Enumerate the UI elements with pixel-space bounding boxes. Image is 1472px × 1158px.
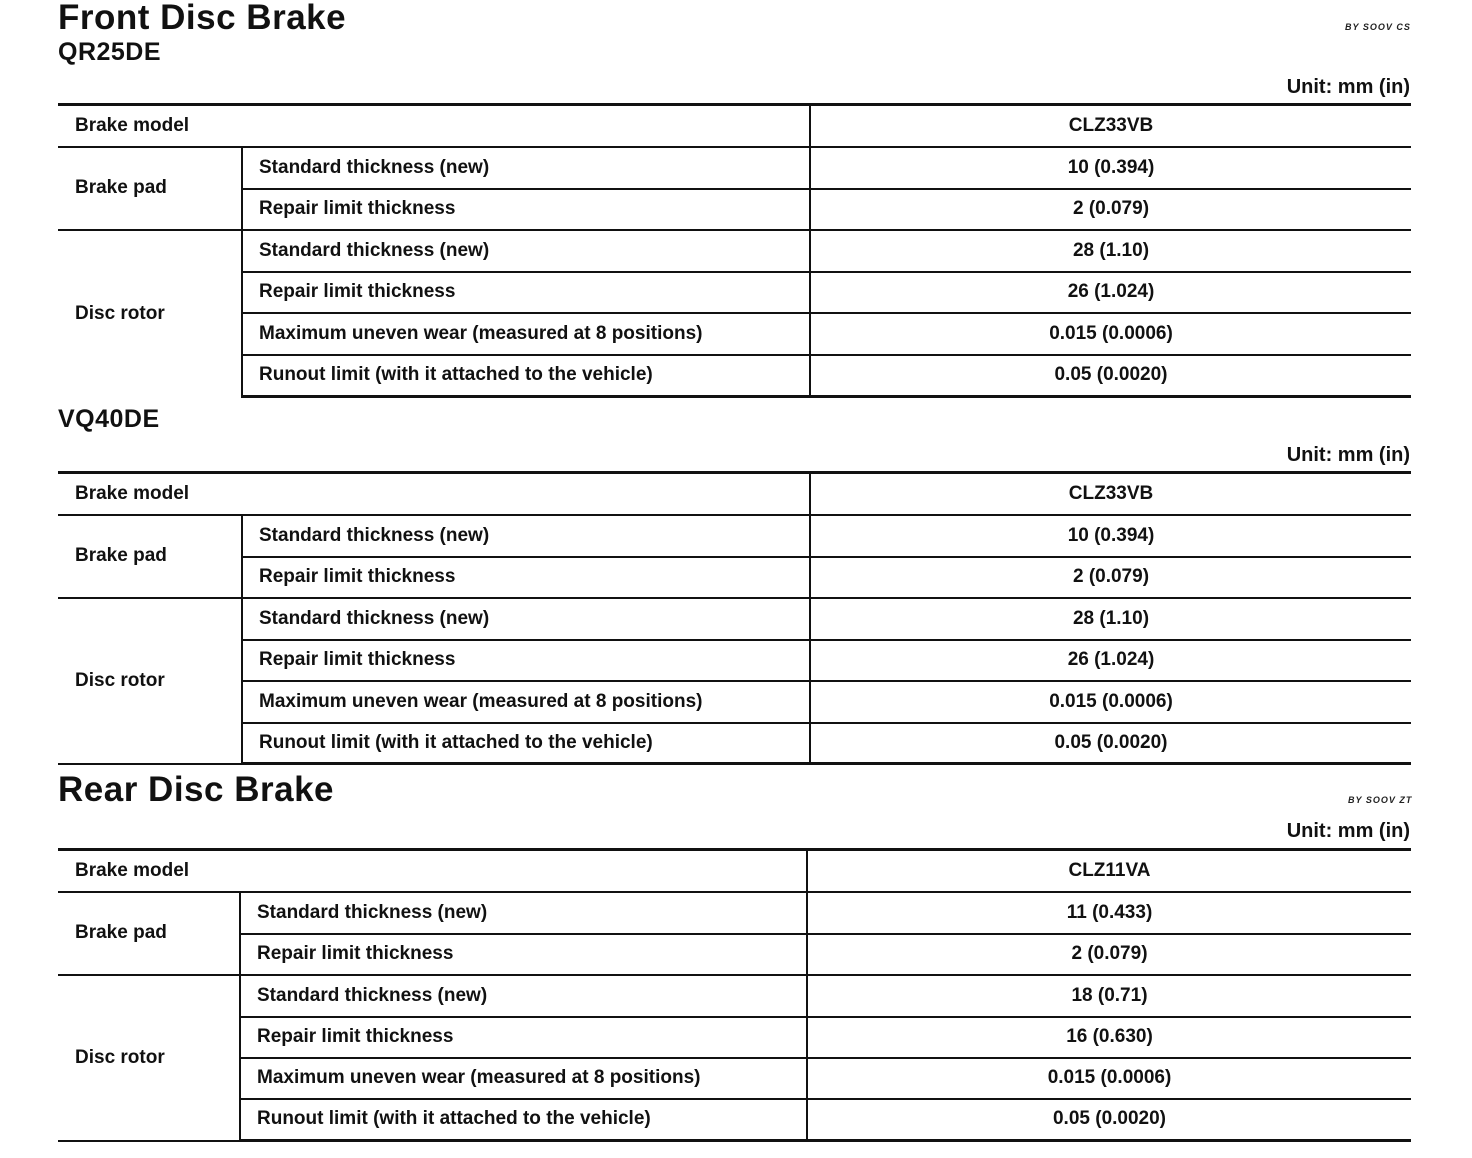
table-row	[58, 313, 1411, 355]
item-value: 0.05 (0.0020)	[810, 355, 1411, 397]
item-label: Standard thickness (new)	[242, 598, 810, 640]
item-value: 28 (1.10)	[810, 230, 1411, 272]
group-disc-rotor: Disc rotor	[75, 302, 165, 324]
item-label: Standard thickness (new)	[240, 892, 807, 934]
item-label: Maximum uneven wear (measured at 8 positions)	[242, 681, 810, 723]
table-row	[58, 355, 1411, 397]
spec-table-rear	[58, 848, 1411, 1142]
item-value: 10 (0.394)	[810, 515, 1411, 557]
brake-model-label: Brake model	[58, 850, 807, 892]
table-row	[58, 892, 1411, 934]
item-value: 28 (1.10)	[810, 598, 1411, 640]
item-value: 16 (0.630)	[807, 1017, 1411, 1058]
table-row	[58, 473, 1411, 515]
brake-model-value: CLZ11VA	[807, 850, 1411, 892]
item-value: 2 (0.079)	[810, 189, 1411, 230]
brake-model-label: Brake model	[58, 105, 810, 147]
brake-model-label: Brake model	[58, 473, 810, 515]
item-value: 26 (1.024)	[810, 272, 1411, 313]
table-row	[58, 272, 1411, 313]
item-label: Repair limit thickness	[242, 557, 810, 598]
table-row	[58, 230, 1411, 272]
item-label: Maximum uneven wear (measured at 8 positions)	[240, 1058, 807, 1099]
table-row	[58, 1058, 1411, 1099]
brake-model-value: CLZ33VB	[810, 473, 1411, 515]
group-brake-pad: Brake pad	[58, 892, 240, 975]
group-brake-pad: Brake pad	[58, 515, 242, 598]
item-label: Maximum uneven wear (measured at 8 positions)	[242, 313, 810, 355]
item-value: 18 (0.71)	[807, 975, 1411, 1017]
table-row	[58, 1099, 1411, 1141]
spec-table-vq40de	[58, 471, 1411, 765]
item-label: Runout limit (with it attached to the vehicle)	[242, 355, 810, 397]
item-label: Standard thickness (new)	[242, 515, 810, 557]
item-label: Repair limit thickness	[240, 934, 807, 975]
group-disc-rotor: Disc rotor	[58, 598, 242, 764]
table-row	[58, 515, 1411, 557]
item-value: 2 (0.079)	[807, 934, 1411, 975]
table-row	[58, 147, 1411, 189]
item-value: 0.015 (0.0006)	[810, 681, 1411, 723]
table-row	[58, 975, 1411, 1017]
item-label: Standard thickness (new)	[240, 975, 807, 1017]
unit-label: Unit: mm (in)	[1286, 820, 1410, 842]
table-row	[58, 557, 1411, 598]
reference-code-front: BY SOOV CS	[1345, 22, 1411, 32]
reference-code-rear: BY SOOV ZT	[1348, 795, 1413, 805]
table-row	[58, 598, 1411, 640]
table-row	[58, 723, 1411, 764]
table-row	[58, 189, 1411, 230]
item-label: Repair limit thickness	[242, 272, 810, 313]
engine-title-vq40de: VQ40DE	[58, 405, 160, 433]
item-label: Repair limit thickness	[240, 1017, 807, 1058]
item-label: Runout limit (with it attached to the vehicle)	[242, 723, 810, 764]
table-row	[58, 1017, 1411, 1058]
group-brake-pad: Brake pad	[58, 147, 242, 230]
unit-label: Unit: mm (in)	[1286, 76, 1410, 98]
table-row	[58, 934, 1411, 975]
item-value: 10 (0.394)	[810, 147, 1411, 189]
item-value: 2 (0.079)	[810, 557, 1411, 598]
item-value: 0.015 (0.0006)	[810, 313, 1411, 355]
item-label: Repair limit thickness	[242, 189, 810, 230]
item-value: 0.05 (0.0020)	[807, 1099, 1411, 1141]
item-value: 0.05 (0.0020)	[810, 723, 1411, 764]
unit-label: Unit: mm (in)	[1286, 444, 1410, 466]
item-label: Standard thickness (new)	[242, 230, 810, 272]
section-title-front: Front Disc Brake	[58, 0, 347, 37]
item-label: Runout limit (with it attached to the vehicle)	[240, 1099, 807, 1141]
item-label: Repair limit thickness	[242, 640, 810, 681]
engine-title-qr25de: QR25DE	[58, 38, 162, 66]
item-value: 11 (0.433)	[807, 892, 1411, 934]
item-value: 26 (1.024)	[810, 640, 1411, 681]
section-title-rear: Rear Disc Brake	[58, 770, 334, 809]
table-row	[58, 681, 1411, 723]
brake-model-value: CLZ33VB	[810, 105, 1411, 147]
table-row	[58, 640, 1411, 681]
item-label: Standard thickness (new)	[242, 147, 810, 189]
item-value: 0.015 (0.0006)	[807, 1058, 1411, 1099]
table-row	[58, 850, 1411, 892]
table-row	[58, 105, 1411, 147]
spec-table-qr25de	[58, 103, 1411, 398]
group-disc-rotor: Disc rotor	[58, 975, 240, 1141]
